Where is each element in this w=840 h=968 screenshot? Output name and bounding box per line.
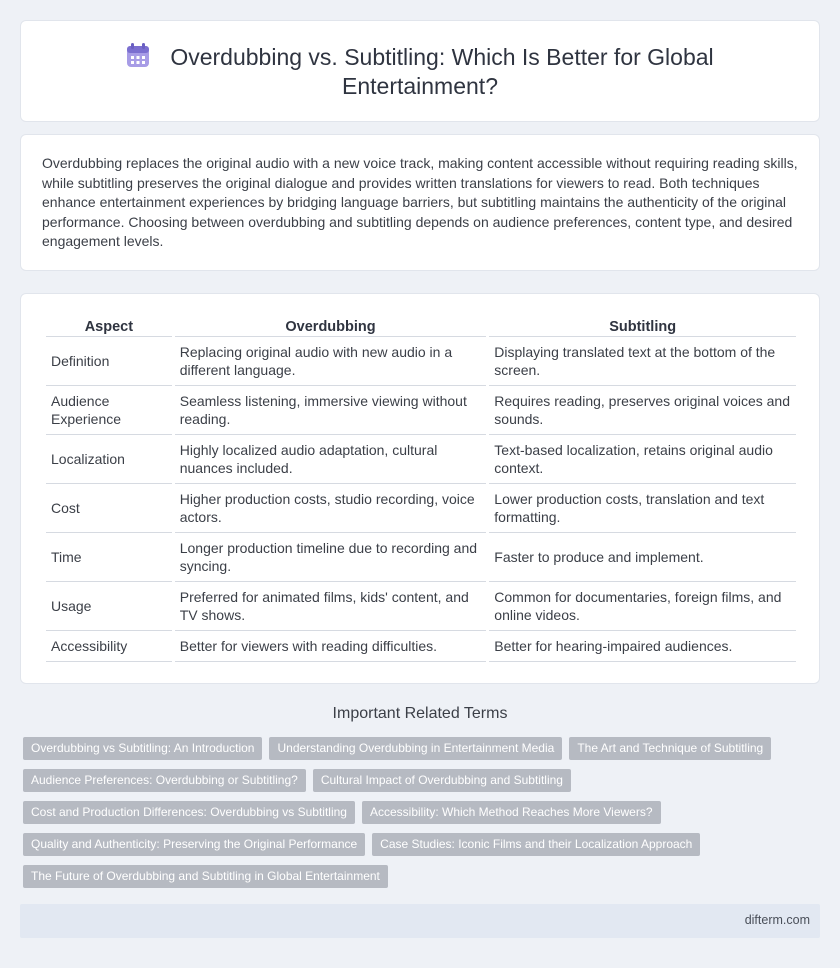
cell-overdubbing: Higher production costs, studio recording, voice actors. [175, 484, 487, 533]
table-header-row [46, 317, 796, 337]
related-tag-link[interactable]: The Future of Overdubbing and Subtitling in Global Entertainment [23, 865, 388, 888]
related-tag-link[interactable]: Overdubbing vs Subtitling: An Introduction [23, 737, 262, 760]
cell-overdubbing: Replacing original audio with new audio in a different language. [175, 337, 487, 386]
page-title [21, 43, 819, 101]
related-tag-link[interactable]: Understanding Overdubbing in Entertainment Media [269, 737, 562, 760]
table-row [46, 631, 796, 662]
related-tag-link[interactable]: Quality and Authenticity: Preserving the Original Performance [23, 833, 365, 856]
related-tags [23, 737, 803, 888]
table-row [46, 484, 796, 533]
intro-paragraph: Overdubbing replaces the original audio with a new voice track, making content accessible without requiring reading skills, while subtitling preserves the original dialogue and provides written translations for viewers to read. Both techniques enhance entertainment experiences by bridging language barriers, but subtitling maintains the authenticity of the original performance. Choosing between overdubbing and subtitling depends on audience preferences, content type, and desired engagement levels. [42, 155, 798, 249]
cell-subtitling: Lower production costs, translation and text formatting. [489, 484, 796, 533]
related-tag-link[interactable]: Accessibility: Which Method Reaches More Viewers? [362, 801, 661, 824]
cell-subtitling: Requires reading, preserves original voices and sounds. [489, 386, 796, 435]
cell-aspect: Time [46, 533, 172, 582]
table-row [46, 386, 796, 435]
cell-overdubbing: Seamless listening, immersive viewing without reading. [175, 386, 487, 435]
cell-subtitling: Displaying translated text at the bottom of the screen. [489, 337, 796, 386]
related-tag-link[interactable]: Audience Preferences: Overdubbing or Subtitling? [23, 769, 306, 792]
related-terms-heading: Important Related Terms [332, 705, 508, 722]
related-tag-link[interactable]: Case Studies: Iconic Films and their Localization Approach [372, 833, 700, 856]
related-tag-link[interactable]: The Art and Technique of Subtitling [569, 737, 771, 760]
related-tag-link[interactable]: Cost and Production Differences: Overdubbing vs Subtitling [23, 801, 355, 824]
cell-aspect: Accessibility [46, 631, 172, 662]
cell-subtitling: Faster to produce and implement. [489, 533, 796, 582]
comparison-table [43, 317, 799, 662]
header-overdubbing: Overdubbing [175, 317, 487, 337]
footer-site-link[interactable]: difterm.com [744, 913, 810, 927]
header-aspect: Aspect [46, 317, 172, 337]
header-subtitling: Subtitling [489, 317, 796, 337]
title-line-2: Entertainment? [342, 73, 498, 99]
cell-subtitling: Better for hearing-impaired audiences. [489, 631, 796, 662]
table-row [46, 337, 796, 386]
cell-overdubbing: Longer production timeline due to recording and syncing. [175, 533, 487, 582]
cell-overdubbing: Preferred for animated films, kids' content, and TV shows. [175, 582, 487, 631]
cell-subtitling: Text-based localization, retains original audio context. [489, 435, 796, 484]
table-row [46, 435, 796, 484]
cell-aspect: Localization [46, 435, 172, 484]
cell-aspect: Cost [46, 484, 172, 533]
cell-overdubbing: Better for viewers with reading difficulties. [175, 631, 487, 662]
cell-aspect: Audience Experience [46, 386, 172, 435]
cell-subtitling: Common for documentaries, foreign films, and online videos. [489, 582, 796, 631]
footer [20, 904, 820, 938]
cell-aspect: Usage [46, 582, 172, 631]
intro-card [20, 134, 820, 271]
title-line-1: Overdubbing vs. Subtitling: Which Is Better for Global [170, 44, 714, 70]
calendar-icon [126, 43, 150, 69]
header-card [20, 20, 820, 122]
table-row [46, 582, 796, 631]
table-row [46, 533, 796, 582]
cell-aspect: Definition [46, 337, 172, 386]
related-tag-link[interactable]: Cultural Impact of Overdubbing and Subtitling [313, 769, 571, 792]
comparison-card [20, 293, 820, 684]
cell-overdubbing: Highly localized audio adaptation, cultural nuances included. [175, 435, 487, 484]
